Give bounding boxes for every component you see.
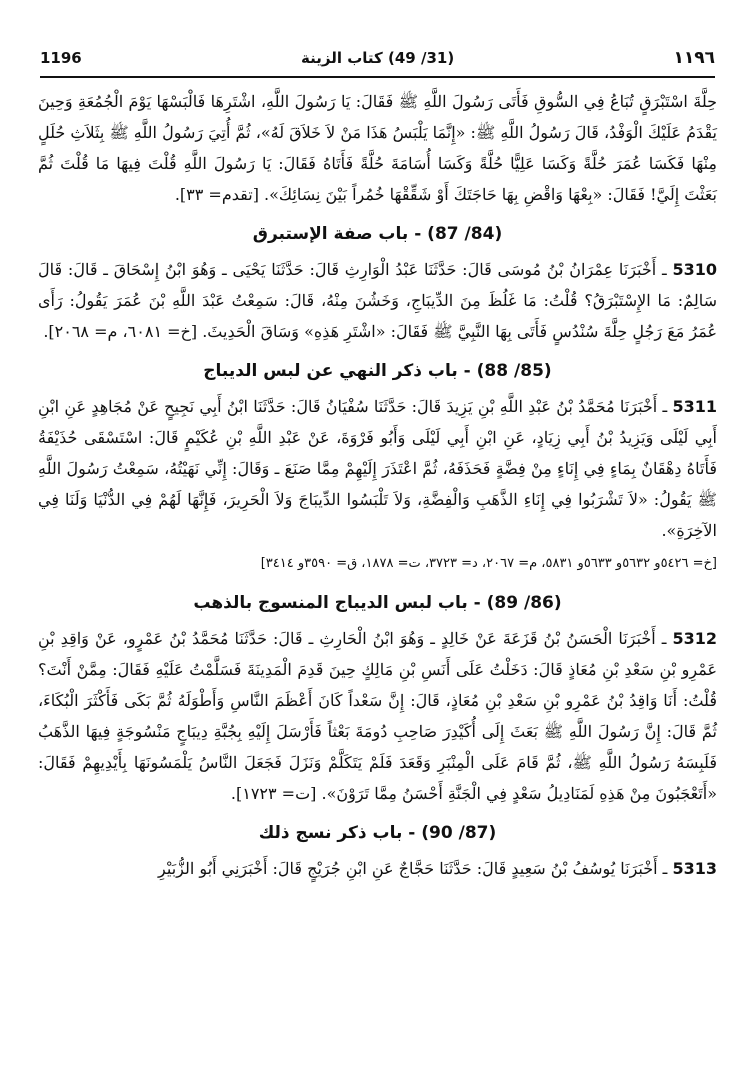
hadith-text: ـ أَخْبَرَنَا مُحَمَّدُ بْنُ عَبْدِ اللَّهِ بْنِ يَزِيدَ قَالَ: حَدَّثَنَا سُفْيَانُ قَالَ: حَدَّثَنَا ابْنُ أَبِي نَجِيحٍ عَنْ مُجَاهِدٍ عَنِ ابْنِ أَبِي لَيْلَى وَيَزِيدُ بْنُ أَبِي زِيَادٍ، عَنِ ابْنِ أَبِي لَيْلَى وَأَبُو فَرْوَةَ، عَنْ عَبْدِ اللَّهِ بْنِ عُكَيْمٍ قَالَ: اسْتَسْقَى حُذَيْفَةُ فَأَتَاهُ دِهْقَانٌ بِمَاءٍ فِي إِنَاءٍ مِنْ فِضَّةٍ فَحَذَفَهُ، ثُمَّ اعْتَذَرَ إِلَيْهِمْ مِمَّا صَنَعَ ـ وَقَالَ: إِنِّي نَهَيْتُهُ، سَمِعْتُ رَسُولَ اللَّهِ ﷺ يَقُولُ: «لاَ تَشْرَبُوا فِي إِنَاءِ الذَّهَبِ وَالْفِضَّةِ، وَلاَ تَلْبَسُوا الدِّيبَاجَ وَلاَ الْحَرِيرَ، فَإِنَّهَا لَهُمْ فِي الدُّنْيَا وَلَنَا فِي الآخِرَةِ». [38,397,717,540]
chapter-heading: (87/ 90) - باب ذكر نسج ذلك [258,823,497,843]
hadith-5312 [38,623,717,809]
chapter-title: (31/ 49) كتاب الزينة [301,49,455,67]
hadith-number: 5310 [672,260,717,279]
hadith-number: 5312 [672,629,717,648]
hadith-5311-reference: [خ= ٥٤٢٦و ٥٦٣٢و ٥٦٣٣و ٥٨٣١، م= ٢٠٦٧، د= ٣٧٢٣، ت= ١٨٧٨، ق= ٣٥٩٠و ٣٤١٤] [260,556,717,571]
chapter-heading: (84/ 87) - باب صفة الإستبرق [252,224,503,244]
page-number-arabic: ١١٩٦ [673,48,715,68]
hadith-text: ـ أَخْبَرَنَا عِمْرَانُ بْنُ مُوسَى قَالَ: حَدَّثَنَا عَبْدُ الْوَارِثِ قَالَ: حَدَّثَنَا يَحْيَى ـ وَهُوَ ابْنُ إِسْحَاقَ ـ قَالَ: قَالَ سَالِمٌ: مَا الإِسْتَبْرَقُ؟ قُلْتُ: مَا غَلُظَ مِنَ الدِّيبَاجِ، وَخَشُنَ مِنْهُ، قَالَ: سَمِعْتُ عَبْدَ اللَّهِ بْنَ عُمَرَ يَقُولُ: رَأَى عُمَرُ مَعَ رَجُلٍ حِلَّةَ سُنْدُسٍ فَأَتَى بِهَا النَّبِيَّ ﷺ فَقَالَ: «اشْتَرِ هَذِهِ» وَسَاقَ الْحَدِيثَ. [خ= ٦٠٨١، م= ٢٠٦٨]. [38,260,717,341]
hadith-text: ـ أَخْبَرَنَا الْحَسَنُ بْنُ قَزَعَةَ عَنْ خَالِدٍ ـ وَهُوَ ابْنُ الْحَارِثِ ـ قَالَ: حَدَّثَنَا مُحَمَّدُ بْنُ عَمْرٍو، عَنْ وَاقِدِ بْنِ عَمْرِو بْنِ سَعْدِ بْنِ مُعَاذٍ قَالَ: دَخَلْتُ عَلَى أَنَسِ بْنِ مَالِكٍ حِينَ قَدِمَ الْمَدِينَةَ فَسَلَّمْتُ عَلَيْهِ فَقَالَ: مِمَّنْ أَنْتَ؟ قُلْتُ: أَنَا وَاقِدُ بْنُ عَمْرِو بْنِ سَعْدِ بْنِ مُعَاذٍ، قَالَ: إِنَّ سَعْداً كَانَ أَعْظَمَ النَّاسِ وَأَطْوَلَهُ ثُمَّ بَكَى فَأَكْثَرَ الْبُكَاءَ، ثُمَّ قَالَ: إِنَّ رَسُولَ اللَّهِ ﷺ بَعَثَ إِلَى أُكَيْدِرَ صَاحِبِ دُومَةَ بَعْثاً فَأَرْسَلَ إِلَيْهِ بِجُبَّةِ دِيبَاجٍ مَنْسُوجَةٍ فِيهَا الذَّهَبُ فَلَبِسَهُ رَسُولُ اللَّهِ ﷺ، ثُمَّ قَامَ عَلَى الْمِنْبَرِ وَقَعَدَ فَلَمْ يَتَكَلَّمْ وَنَزَلَ فَجَعَلَ النَّاسُ يَلْمَسُونَهَا بِأَيْدِيهِمْ فَقَالَ: «أَتَعْجَبُونَ مِنْ هَذِهِ لَمَنَادِيلُ سَعْدٍ فِي الْجَنَّةِ أَحْسَنُ مِمَّا تَرَوْنَ». [ت= ١٧٢٣]. [38,629,718,803]
continuation-paragraph: حِلَّةَ اسْتَبْرَقٍ تُبَاعُ فِي السُّوقِ فَأَتَى رَسُولَ اللَّهِ ﷺ فَقَالَ: يَا رَسُولَ اللَّهِ، اشْتَرِهَا فَالْبَسْهَا يَوْمَ الْجُمُعَةِ وَحِينَ يَقْدَمُ عَلَيْكَ الْوَفْدُ، قَالَ رَسُولُ اللَّهِ ﷺ: «إِنَّمَا يَلْبَسُ هَذَا مَنْ لاَ خَلاَقَ لَهُ»، ثُمَّ أُتِيَ رَسُولُ اللَّهِ ﷺ بِثَلاَثِ حُلَلٍ مِنْهَا فَكَسَا عُمَرَ حُلَّةً وَكَسَا عَلِيًّا حُلَّةً وَكَسَا أُسَامَةَ حُلَّةً فَأَتَاهُ فَقَالَ: يَا رَسُولَ اللَّهِ قُلْتَ فِيهَا مَا قُلْتَ ثُمَّ بَعَثْتَ إِلَيَّ! فَقَالَ: «بِعْهَا وَاقْضِ بِهَا حَاجَتَكَ أَوْ شَقِّقْهَا خُمُراً بَيْنَ نِسَائِكَ». [تقدم= ٣٣]. [38,92,718,204]
hadith-5311 [38,391,717,546]
page-number-latin: 1196 [40,49,82,67]
hadith-number: 5311 [672,397,717,416]
chapter-heading: (85/ 88) - باب ذكر النهي عن لبس الديباج [203,361,552,381]
page-header [40,40,715,78]
hadith-number: 5313 [672,859,717,878]
hadith-5313 [38,853,717,884]
hadith-5310 [38,254,717,347]
hadith-text: ـ أَخْبَرَنَا يُوسُفُ بْنُ سَعِيدٍ قَالَ: حَدَّثَنَا حَجَّاجٌ عَنِ ابْنِ جُرَيْجٍ قَالَ: أَخْبَرَنِي أَبُو الزُّبَيْرِ [158,859,668,878]
page-body [38,86,717,884]
chapter-heading: (86/ 89) - باب لبس الديباج المنسوج بالذهب [193,593,562,613]
